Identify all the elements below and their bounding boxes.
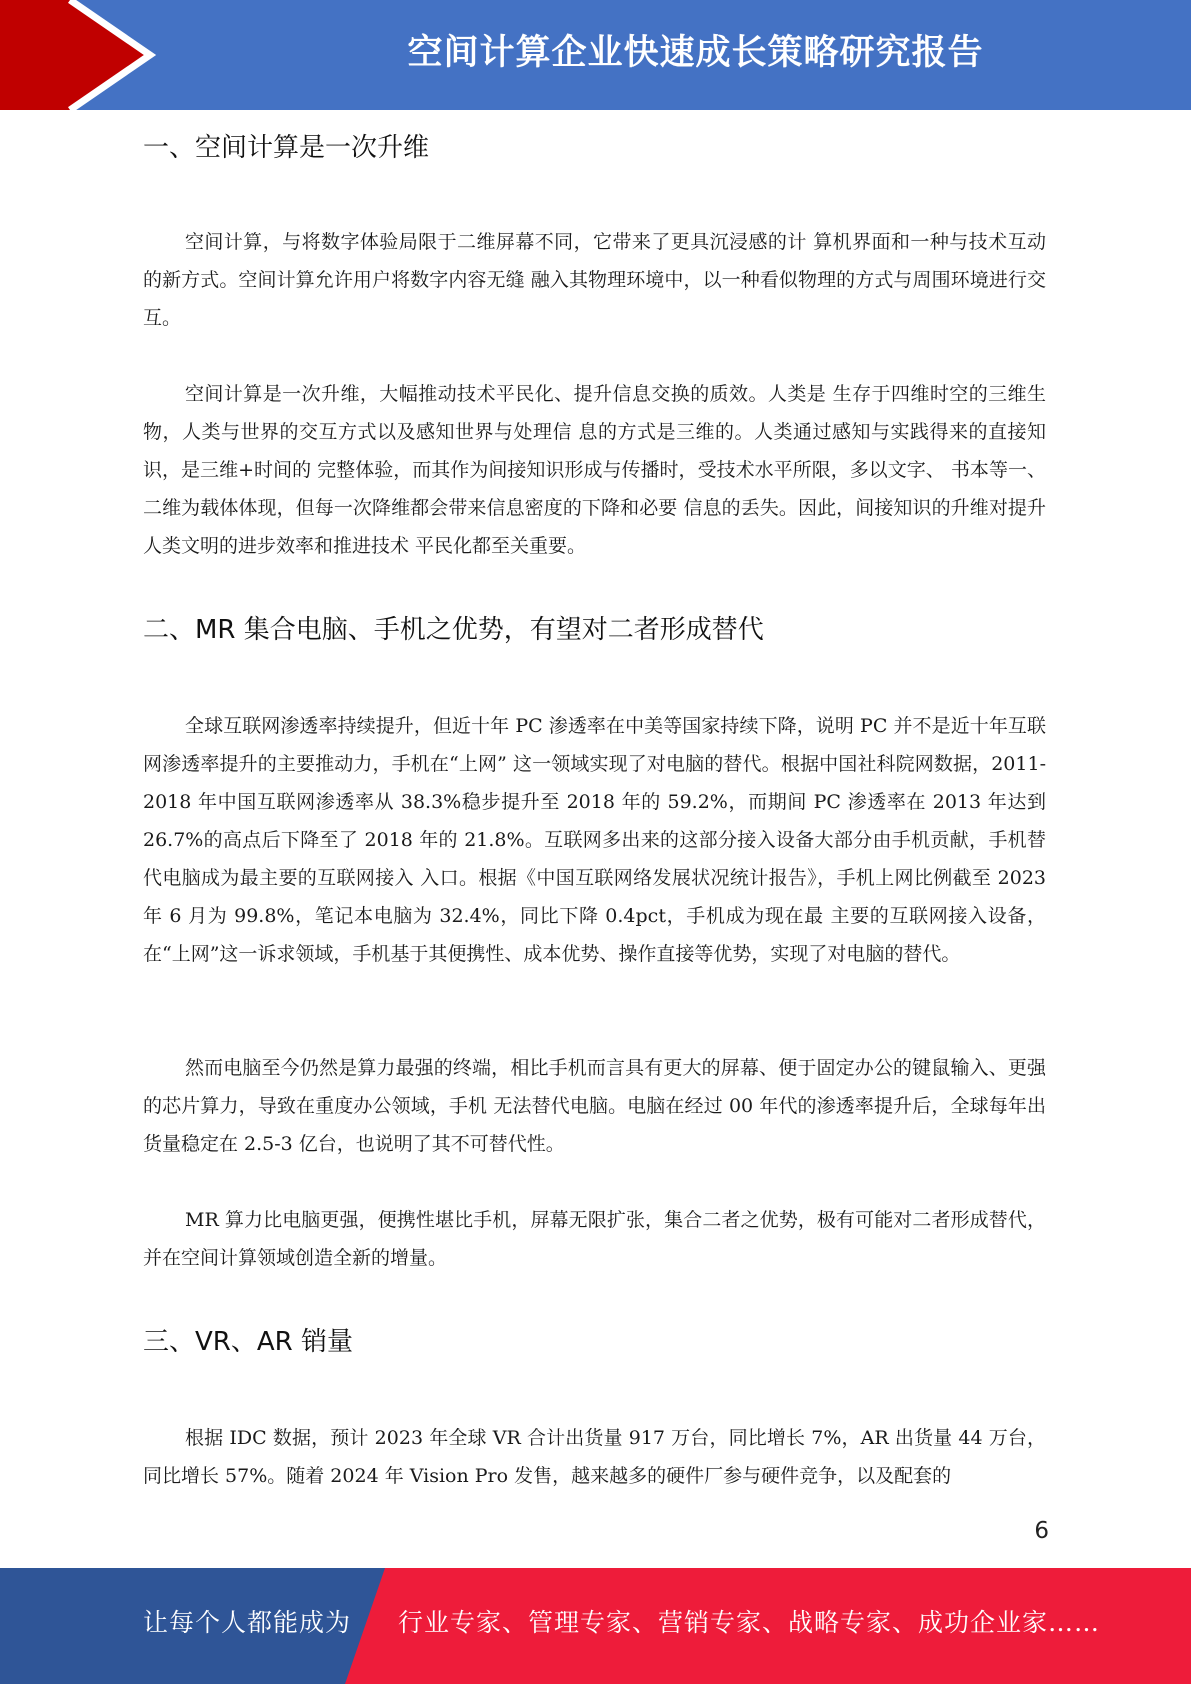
paragraph: 空间计算是一次升维，大幅推动技术平民化、提升信息交换的质效。人类是 生存于四维时空的三维生物，人类与世界的交互方式以及感知世界与处理信 息的方式是三维的。人类通过感知与实践得来的直接知识，是三维+时间的 完整体验，而其作为间接知识形成与传播时，受技术水平所限，多以文字、 书本等一、二维为载体体现，但每一次降维都会带来信息密度的下降和必要 信息的丢失。因此，间接知识的升维对提升人类文明的进步效率和推进技术 平民化都至关重要。 <box>143 383 1046 557</box>
chevron-arrow-icon <box>0 0 160 110</box>
paragraph: 根据 IDC 数据，预计 2023 年全球 VR 合计出货量 917 万台，同比增长 7%，AR 出货量 44 万台，同比增长 57%。随着 2024 年 Vision Pro 发售，越来越多的硬件厂参与硬件竞争，以及配套的 <box>143 1427 1046 1487</box>
section-heading-2: 二、MR 集合电脑、手机之优势，有望对二者形成替代 <box>143 615 764 645</box>
footer-slogan-left: 让每个人都能成为 <box>143 1608 352 1637</box>
paragraph: 全球互联网渗透率持续提升，但近十年 PC 渗透率在中美等国家持续下降，说明 PC 并不是近十年互联网渗透率提升的主要推动力，手机在“上网” 这一领域实现了对电脑的替代。根据中国社科院网数据，2011-2018 年中国互联网渗透率从 38.3%稳步提升至 2018 年的 59.2%，而期间 PC 渗透率在 2013 年达到 26.7%的高点后下降至了 2018 年的 21.8%。互联网多出来的这部分接入设备大部分由手机贡献，手机替代电脑成为最主要的互联网接入 入口。根据《中国互联网络发展状况统计报告》，手机上网比例截至 2023 年 6 月为 99.8%，笔记本电脑为 32.4%，同比下降 0.4pct，手机成为现在最 主要的互联网接入设备，在“上网”这一诉求领域，手机基于其便携性、成本优势、操作直接等优势，实现了对电脑的替代。 <box>143 715 1046 965</box>
paragraph: 空间计算，与将数字体验局限于二维屏幕不同，它带来了更具沉浸感的计 算机界面和一种与技术互动的新方式。空间计算允许用户将数字内容无缝 融入其物理环境中，以一种看似物理的方式与周围环境进行交互。 <box>143 231 1046 329</box>
paragraph: 然而电脑至今仍然是算力最强的终端，相比手机而言具有更大的屏幕、便于固定办公的键鼠输入、更强的芯片算力，导致在重度办公领域，手机 无法替代电脑。电脑在经过 00 年代的渗透率提升后，全球每年出货量稳定在 2.5-3 亿台，也说明了其不可替代性。 <box>143 1057 1046 1155</box>
report-title: 空间计算企业快速成长策略研究报告 <box>407 33 984 73</box>
footer-slogan-right: 行业专家、管理专家、营销专家、战略专家、成功企业家…… <box>398 1608 1101 1637</box>
section-heading-1: 一、空间计算是一次升维 <box>143 133 430 163</box>
paragraph: MR 算力比电脑更强，便携性堪比手机，屏幕无限扩张，集合二者之优势，极有可能对二者形成替代，并在空间计算领域创造全新的增量。 <box>143 1209 1046 1269</box>
footer-banner <box>0 1568 1191 1684</box>
page-number: 6 <box>1034 1518 1049 1544</box>
section-heading-3: 三、VR、AR 销量 <box>143 1327 353 1357</box>
header-banner <box>0 0 1191 110</box>
